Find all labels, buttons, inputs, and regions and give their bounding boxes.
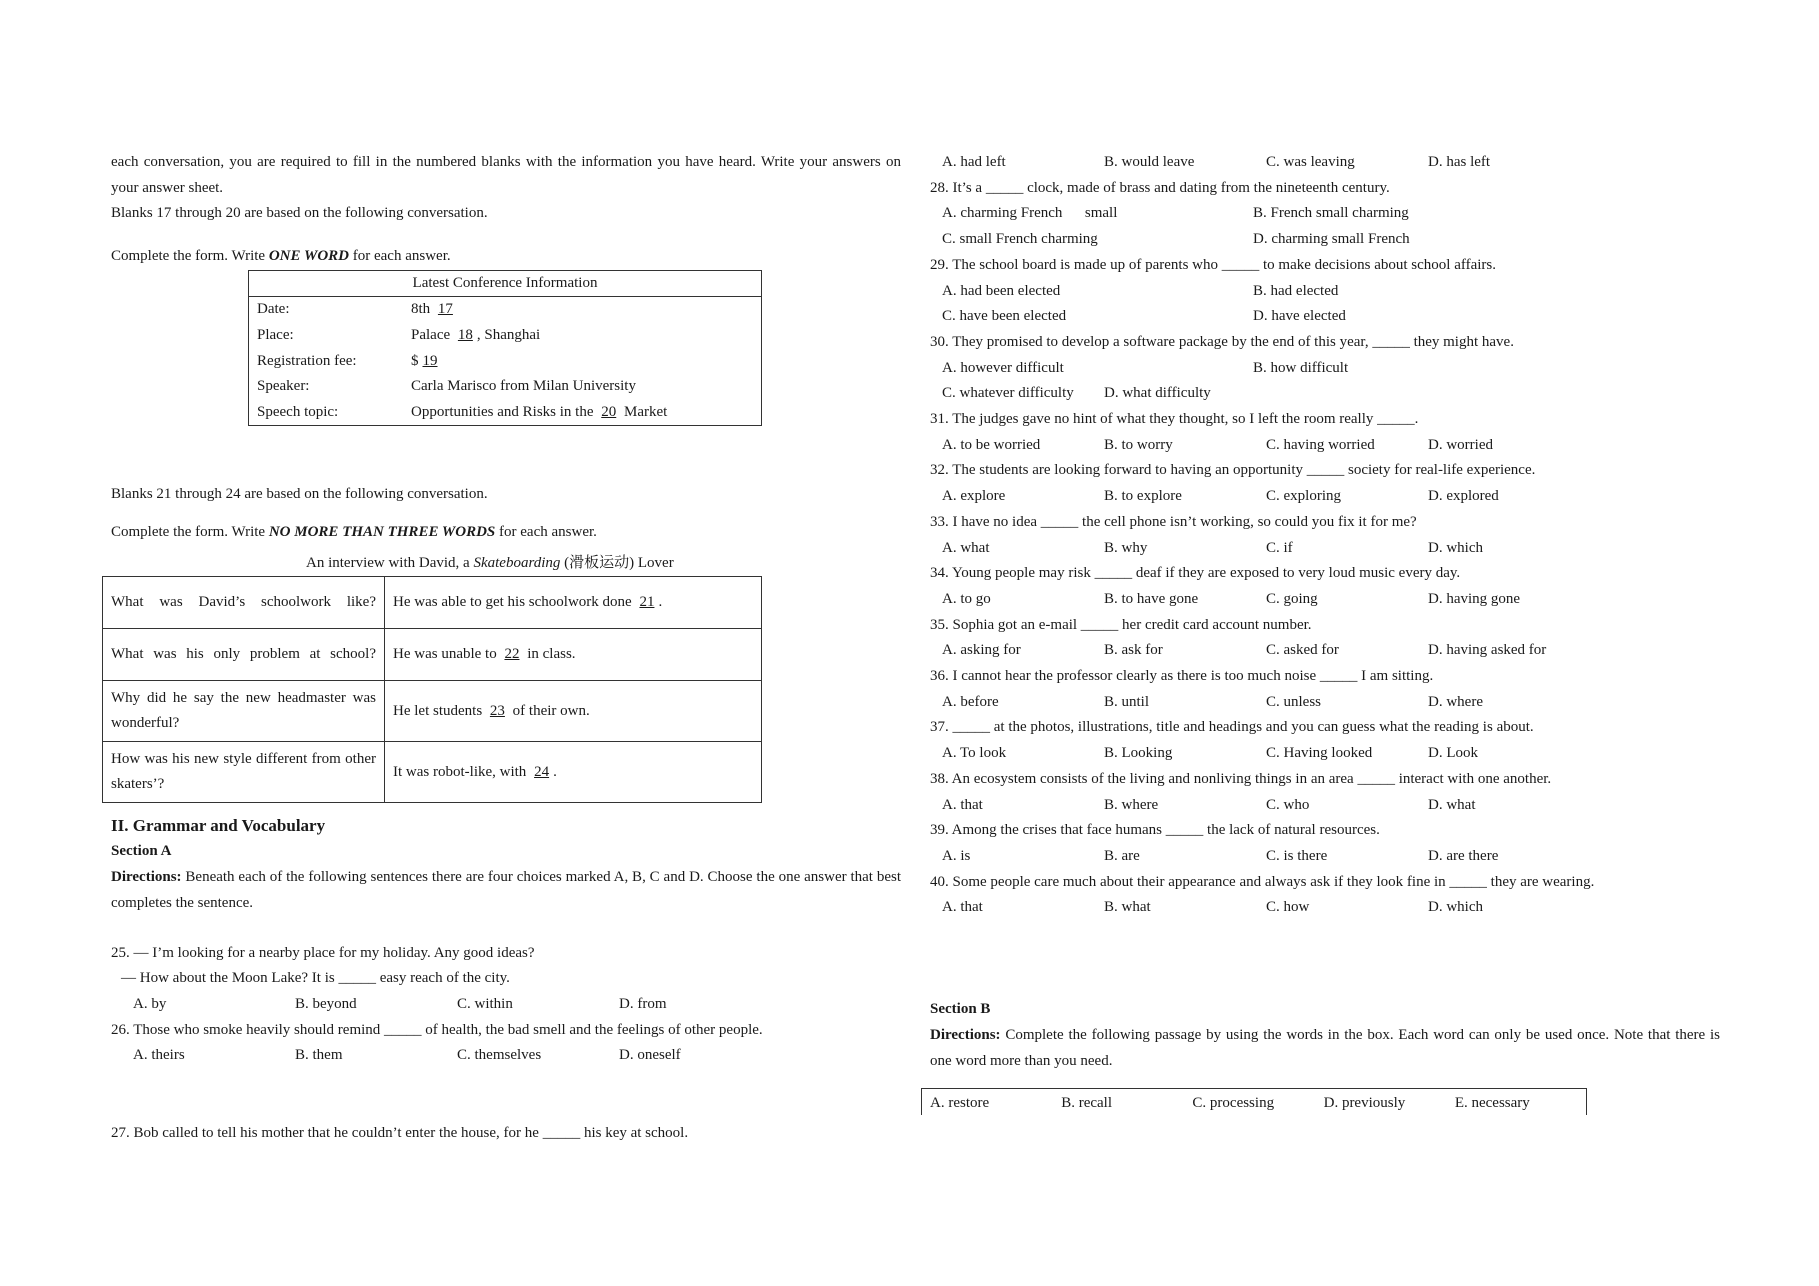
option: C. small French charming — [942, 231, 1098, 248]
option: A. what — [942, 539, 990, 556]
form2-row — [103, 577, 762, 629]
option: C. unless — [1266, 693, 1322, 710]
question-options — [930, 536, 1730, 562]
question-options — [930, 895, 1730, 921]
word-option: C. processing — [1192, 1095, 1275, 1112]
option: C. themselves — [457, 1047, 542, 1064]
option: A. before — [942, 693, 999, 710]
option: B. how difficult — [1253, 359, 1349, 376]
option: A. theirs — [133, 1047, 185, 1064]
form1-label: Speech topic: — [257, 403, 339, 420]
option: D. explored — [1428, 488, 1499, 505]
form2-answer: It was robot-like, with 24 . — [385, 742, 762, 803]
option: C. have been elected — [942, 308, 1067, 325]
question-options — [930, 201, 1730, 227]
option: B. had elected — [1253, 282, 1339, 299]
question-25-line1: 25. — I’m looking for a nearby place for my holiday. Any good ideas? — [111, 944, 535, 961]
section-a-directions: Directions: Beneath each of the following sentences there are four choices marked A, B, C and D. Choose the one answer that best completes the sentence. — [111, 869, 901, 911]
option: C. how — [1266, 899, 1310, 916]
option: A. charming French small — [942, 205, 1118, 222]
option: A. had been elected — [942, 282, 1061, 299]
answer-blank: 20 — [601, 403, 617, 420]
form1-label: Date: — [257, 301, 290, 318]
option: B. to worry — [1104, 436, 1173, 453]
question-text: 38. An ecosystem consists of the living and nonliving things in an area _____ interact with one another. — [930, 770, 1552, 787]
option: A. to be worried — [942, 436, 1041, 453]
option: B. where — [1104, 796, 1159, 813]
option: A. however difficult — [942, 359, 1064, 376]
option: A. by — [133, 996, 167, 1012]
question-26-options — [111, 1043, 901, 1069]
option: A. to go — [942, 590, 991, 607]
option: D. oneself — [619, 1047, 681, 1064]
word-option: B. recall — [1061, 1095, 1113, 1112]
option: D. charming small French — [1253, 231, 1410, 248]
option: C. within — [457, 996, 513, 1012]
option: C. who — [1266, 796, 1310, 813]
question-options — [930, 587, 1730, 613]
answer-blank: 19 — [422, 352, 438, 369]
option: D. what — [1428, 796, 1476, 813]
question-text: 35. Sophia got an e-mail _____ her credit card account number. — [930, 616, 1312, 633]
option: B. to have gone — [1104, 590, 1199, 607]
option: B. would leave — [1104, 154, 1195, 170]
question-26: 26. Those who smoke heavily should remind _____ of health, the bad smell and the feelings of other people. — [111, 1021, 763, 1038]
answer-blank: 21 — [639, 594, 655, 611]
blanks-21-24-note: Blanks 21 through 24 are based on the following conversation. — [111, 486, 488, 503]
question-27: 27. Bob called to tell his mother that he couldn’t enter the house, for he _____ his key at school. — [111, 1125, 689, 1142]
option: C. exploring — [1266, 488, 1341, 505]
option: A. is — [942, 847, 971, 864]
option: D. has left — [1428, 154, 1491, 170]
option: A. To look — [942, 745, 1007, 762]
option: B. until — [1104, 693, 1150, 710]
option: D. Look — [1428, 745, 1478, 762]
option: D. worried — [1428, 436, 1493, 453]
blanks-17-20-note: Blanks 17 through 20 are based on the following conversation. — [111, 205, 488, 222]
question-list — [930, 176, 1730, 921]
form1-row — [249, 374, 762, 400]
option: C. is there — [1266, 847, 1328, 864]
option: D. from — [619, 996, 667, 1012]
option: B. to explore — [1104, 488, 1182, 505]
option: B. why — [1104, 539, 1148, 556]
form1-value: 8th 17 — [403, 297, 762, 323]
question-text: 29. The school board is made up of parents who _____ to make decisions about school affairs. — [930, 256, 1496, 273]
question-options — [930, 741, 1730, 767]
right-column — [930, 150, 1730, 1115]
option: D. having gone — [1428, 590, 1521, 607]
question-27-options — [930, 150, 1730, 176]
question-text: 28. It’s a _____ clock, made of brass and dating from the nineteenth century. — [930, 179, 1390, 196]
intro-paragraph: each conversation, you are required to fill in the numbered blanks with the information you have heard. Write your answers on your answer sheet. — [111, 154, 901, 196]
question-options — [930, 433, 1730, 459]
question-options — [930, 381, 1730, 407]
question-options — [930, 356, 1730, 382]
question-options — [930, 638, 1730, 664]
question-options — [930, 690, 1730, 716]
option: C. was leaving — [1266, 154, 1355, 170]
form2-question: What was David’s schoolwork like? — [103, 577, 385, 629]
option: B. them — [295, 1047, 343, 1064]
section-b-directions: Directions: Complete the following passage by using the words in the box. Each word can only be used once. Note that there is one word more than you need. — [930, 1026, 1720, 1069]
option: C. having worried — [1266, 436, 1375, 453]
question-options — [930, 484, 1730, 510]
word-option: D. previously — [1323, 1095, 1406, 1112]
option: C. Having looked — [1266, 745, 1373, 762]
question-text: 31. The judges gave no hint of what they thought, so I left the room really _____. — [930, 411, 1419, 428]
form1-value: $ 19 — [403, 349, 762, 375]
form1-row — [249, 400, 762, 426]
form2-question: How was his new style different from other skaters’? — [103, 742, 385, 803]
answer-blank: 17 — [437, 301, 453, 318]
form2-row — [103, 629, 762, 681]
option: B. Looking — [1104, 745, 1173, 762]
form2-row — [103, 681, 762, 742]
option: D. where — [1428, 693, 1483, 710]
question-options — [930, 793, 1730, 819]
question-text: 32. The students are looking forward to having an opportunity _____ society for real-life experience. — [930, 462, 1536, 479]
form2-title: An interview with David, a Skateboarding (滑板运动) Lover — [306, 554, 674, 571]
question-text: 30. They promised to develop a software package by the end of this year, _____ they might have. — [930, 333, 1514, 350]
option: D. have elected — [1253, 308, 1346, 325]
form2-question: Why did he say the new headmaster was wonderful? — [103, 681, 385, 742]
option: C. going — [1266, 590, 1318, 607]
option: B. what — [1104, 899, 1151, 916]
form1-row — [249, 323, 762, 349]
option: B. ask for — [1104, 642, 1163, 659]
option: A. explore — [942, 488, 1006, 505]
form1-value: Opportunities and Risks in the 20 Market — [411, 403, 668, 420]
option: A. had left — [942, 154, 1006, 170]
option: D. what difficulty — [1104, 385, 1211, 402]
question-25-options — [111, 992, 901, 1018]
form1-value: Carla Marisco from Milan University — [411, 378, 636, 395]
option: A. that — [942, 796, 983, 813]
answer-blank: 18 — [457, 327, 473, 343]
option: B. beyond — [295, 996, 357, 1012]
question-25-line2: — How about the Moon Lake? It is _____ easy reach of the city. — [121, 970, 510, 987]
interview-form-table — [102, 576, 762, 803]
form1-row — [249, 297, 762, 323]
option: D. having asked for — [1428, 642, 1547, 659]
form2-answer: He was unable to 22 in class. — [385, 629, 762, 681]
question-text: 39. Among the crises that face humans _____ the lack of natural resources. — [930, 822, 1380, 839]
word-box — [921, 1088, 1587, 1115]
question-text: 34. Young people may risk _____ deaf if they are exposed to very loud music every day. — [930, 565, 1461, 582]
question-text: 37. _____ at the photos, illustrations, title and headings and you can guess what the reading is about. — [930, 719, 1534, 736]
option: C. if — [1266, 539, 1293, 556]
option: C. whatever difficulty — [942, 385, 1074, 402]
option: A. asking for — [942, 642, 1021, 659]
option: C. asked for — [1266, 642, 1339, 659]
option: D. which — [1428, 539, 1483, 556]
form1-row — [249, 349, 762, 375]
conference-form-table — [248, 270, 762, 427]
form2-answer: He let students 23 of their own. — [385, 681, 762, 742]
question-options — [930, 844, 1730, 870]
question-options — [930, 304, 1730, 330]
question-text: 36. I cannot hear the professor clearly as there is too much noise _____ I am sitting. — [930, 668, 1434, 685]
word-option: E. necessary — [1454, 1095, 1530, 1112]
question-options — [930, 227, 1730, 253]
form1-label: Speaker: — [257, 378, 310, 395]
form2-instruction: Complete the form. Write NO MORE THAN THREE WORDS for each answer. — [111, 524, 597, 541]
form2-row — [103, 742, 762, 803]
form2-answer: He was able to get his schoolwork done 21 . — [385, 577, 762, 629]
form1-label: Registration fee: — [257, 352, 357, 369]
answer-blank: 24 — [534, 763, 550, 780]
answer-blank: 22 — [504, 646, 520, 663]
option: B. French small charming — [1253, 205, 1409, 222]
option: A. that — [942, 899, 983, 916]
form1-value: Palace 18 , Shanghai — [411, 327, 541, 343]
option: D. are there — [1428, 847, 1499, 864]
form1-header: Latest Conference Information — [249, 270, 762, 297]
option: B. are — [1104, 847, 1140, 864]
option: D. which — [1428, 899, 1483, 916]
form2-question: What was his only problem at school? — [103, 629, 385, 681]
form1-label: Place: — [257, 327, 294, 343]
left-column — [111, 150, 901, 1147]
question-text: 33. I have no idea _____ the cell phone isn’t working, so could you fix it for me? — [930, 513, 1417, 530]
section-a-heading: Section A — [111, 843, 172, 860]
form1-instruction: Complete the form. Write ONE WORD for each answer. — [111, 248, 451, 265]
section-title: II. Grammar and Vocabulary — [111, 816, 326, 836]
word-option: A. restore — [930, 1095, 990, 1112]
answer-blank: 23 — [489, 702, 505, 719]
question-text: 40. Some people care much about their appearance and always ask if they look fine in _____ they are wearing. — [930, 873, 1595, 890]
section-b-heading: Section B — [930, 1001, 991, 1018]
question-options — [930, 279, 1730, 305]
